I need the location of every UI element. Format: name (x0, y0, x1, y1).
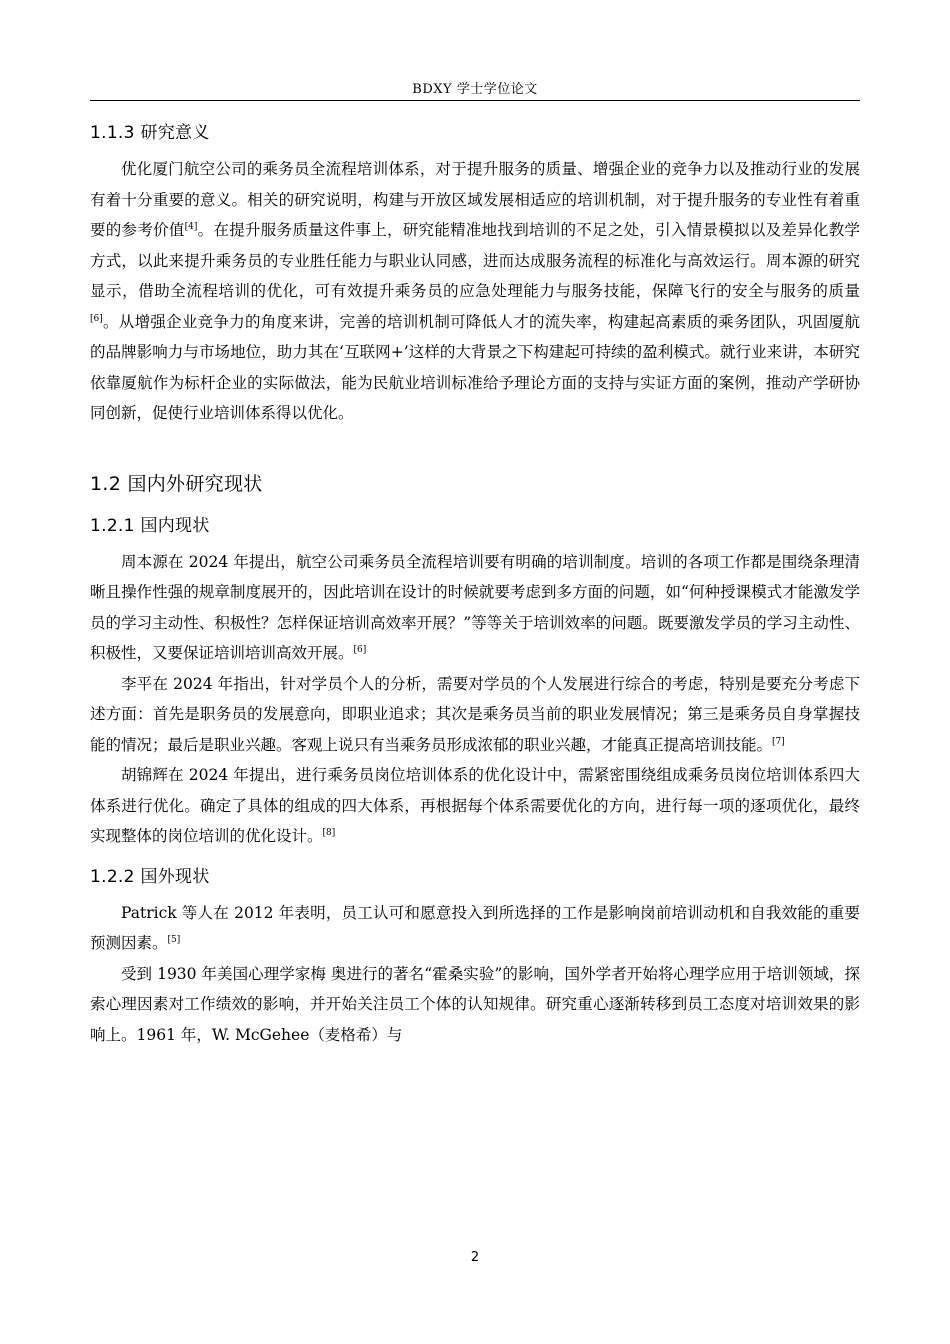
citation-ref: [7] (772, 736, 785, 747)
section-heading-1-1-3: 1.1.3 研究意义 (90, 123, 210, 143)
section-heading-1-2-2: 1.2.2 国外现状 (90, 866, 210, 887)
paragraph-domestic-2 (90, 669, 860, 761)
paragraph-text: 受到 1930 年美国心理学家梅 奥进行的著名“霍桑实验”的影响，国外学者开始将心理学应用于培训领域，探索心理因素对工作绩效的影响，并开始关注员工个体的认知规律。研究重心逐渐转移到员工态度对培训效果的影响上。1961 年，W. McGehee（麦格希）与 (90, 964, 860, 1044)
citation-ref: [5] (167, 934, 181, 945)
paragraph-text: 李平在 2024 年指出，针对学员个人的分析，需要对学员的个人发展进行综合的考虑，特别是要充分考虑下述方面：首先是职务员的发展意向，即职业追求；其次是乘务员当前的职业发展情况；第三是乘务员自身掌握技能的情况；最后是职业兴趣。客观上说只有当乘务员形成浓郁的职业兴趣，才能真正提高培训技能。 (90, 674, 860, 754)
paragraph-research-significance (90, 154, 860, 429)
citation-ref: [4] (184, 221, 198, 232)
page-body (90, 118, 860, 1050)
paragraph-text: 。在提升服务质量这件事上，研究能精准地找到培训的不足之处，引入情景模拟以及差异化教学方式，以此来提升乘务员的专业胜任能力与职业认同感，进而达成服务流程的标准化与高效运行。周本源的研究显示，借助全流程培训的优化，可有效提升乘务员的应急处理能力与服务技能，保障飞行的安全与服务的质量 (90, 221, 860, 300)
paragraph-text: Patrick 等人在 2012 年表明，员工认可和愿意投入到所选择的工作是影响岗前培训动机和自我效能的重要预测因素。 (90, 903, 860, 952)
running-header: BDXY 学士学位论文 (412, 82, 538, 97)
header-rule (90, 100, 860, 101)
section-heading-1-2: 1.2 国内外研究现状 (90, 472, 263, 495)
paragraph-domestic-3 (90, 760, 860, 852)
paragraph-domestic-1 (90, 547, 860, 669)
paragraph-text: 胡锦辉在 2024 年提出，进行乘务员岗位培训体系的优化设计中，需紧密围绕组成乘务员岗位培训体系四大体系进行优化。确定了具体的组成的四大体系，再根据每个体系需要优化的方向，进行每一项的逐项优化，最终实现整体的岗位培训的优化设计。 (90, 766, 860, 845)
paragraph-text: 优化厦门航空公司的乘务员全流程培训体系，对于提升服务的质量、增强企业的竞争力以及推动行业的发展有着十分重要的意义。相关的研究说明，构建与开放区域发展相适应的培训机制，对于提升服务的专业性有着重要的参考价值 (90, 160, 860, 239)
paragraph-text: 周本源在 2024 年提出，航空公司乘务员全流程培训要有明确的培训制度。培训的各项工作都是围绕条理清晰且操作性强的规章制度展开的，因此培训在设计的时候就要考虑到多方面的问题，如“何种授课模式才能激发学员的学习主动性、积极性？怎样保证培训高效率开展？”等等关于培训效率的问题。既要激发学员的学习主动性、积极性，又要保证培训培训高效开展。 (90, 552, 860, 662)
section-heading-1-2-1: 1.2.1 国内现状 (90, 515, 210, 536)
paragraph-foreign-2 (90, 959, 860, 1051)
citation-ref: [6] (353, 644, 367, 655)
page-number: 2 (470, 1250, 480, 1265)
paragraph-text: 。从增强企业竞争力的角度来讲，完善的培训机制可降低人才的流失率，构建起高素质的乘务团队，巩固厦航的品牌影响力与市场地位，助力其在‘互联网+’这样的大背景之下构建起可持续的盈利模式。就行业来讲，本研究依靠厦航作为标杆企业的实际做法，能为民航业培训标准给予理论方面的支持与实证方面的案例，推动产学研协同创新，促使行业培训体系得以优化。 (90, 312, 860, 422)
citation-ref: [6] (90, 313, 103, 324)
paragraph-foreign-1 (90, 898, 860, 959)
citation-ref: [8] (322, 827, 336, 838)
